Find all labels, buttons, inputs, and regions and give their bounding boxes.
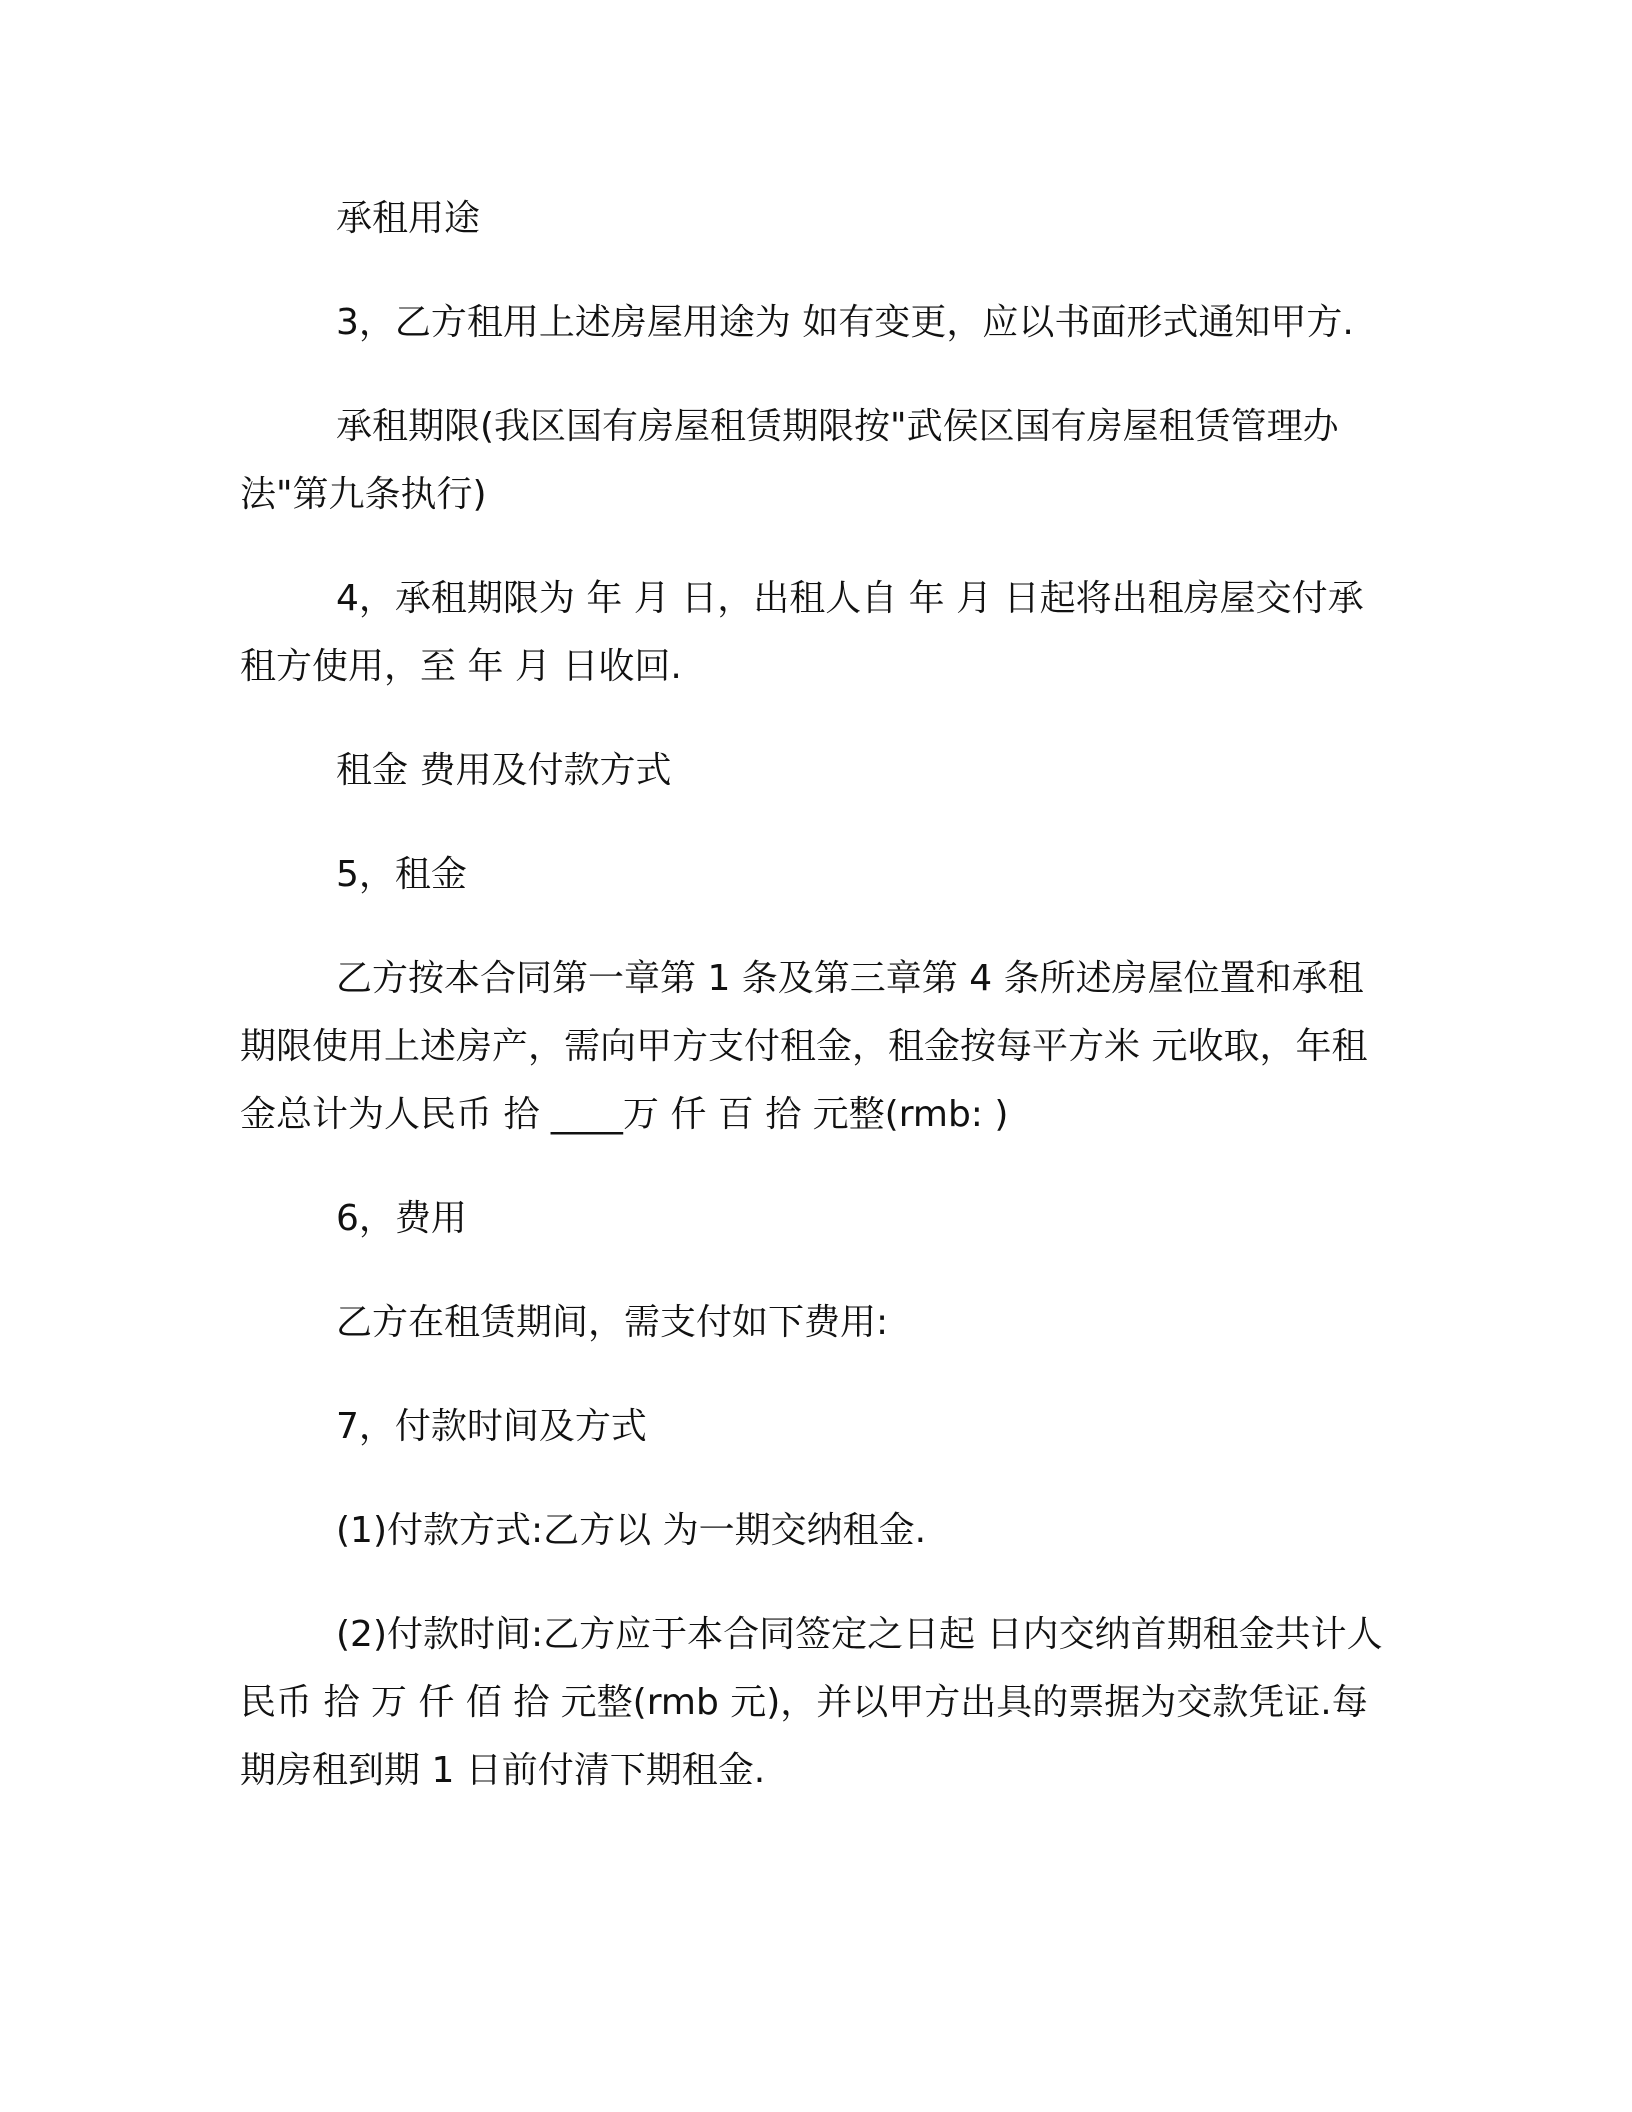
clause-3-usage: 3，乙方租用上述房屋用途为 如有变更，应以书面形式通知甲方.	[336, 302, 1354, 343]
clause-7-payment-method: (1)付款方式:乙方以 为一期交纳租金.	[336, 1510, 927, 1551]
document-body	[240, 185, 1390, 1841]
clause-7-payment-time: (2)付款时间:乙方应于本合同签定之日起 日内交纳首期租金共计人民币 拾 万 仟 佰 拾 元整(rmb 元)，并以甲方出具的票据为交款凭证.每期房租到期 1 日前付清下期租金.	[240, 1614, 1383, 1791]
clause-6-heading-fees: 6，费用	[336, 1198, 467, 1239]
clause-5-rent-body: 乙方按本合同第一章第 1 条及第三章第 4 条所述房屋位置和承租期限使用上述房产，需向甲方支付租金，租金按每平方米 元收取，年租金总计为人民币 拾 ____万 仟 百 拾 元整(rmb: )	[240, 958, 1368, 1135]
clause-6-fees-body: 乙方在租赁期间，需支付如下费用:	[336, 1302, 889, 1343]
section-heading-term: 承租期限(我区国有房屋租赁期限按"武侯区国有房屋租赁管理办法"第九条执行)	[240, 406, 1339, 515]
section-heading-usage: 承租用途	[336, 198, 481, 239]
section-heading-rent-fees-payment: 租金 费用及付款方式	[336, 750, 672, 791]
clause-5-heading-rent: 5，租金	[336, 854, 467, 895]
clause-7-heading-payment: 7，付款时间及方式	[336, 1406, 647, 1447]
clause-4-term: 4，承租期限为 年 月 日，出租人自 年 月 日起将出租房屋交付承租方使用，至 年 月 日收回.	[240, 578, 1364, 687]
